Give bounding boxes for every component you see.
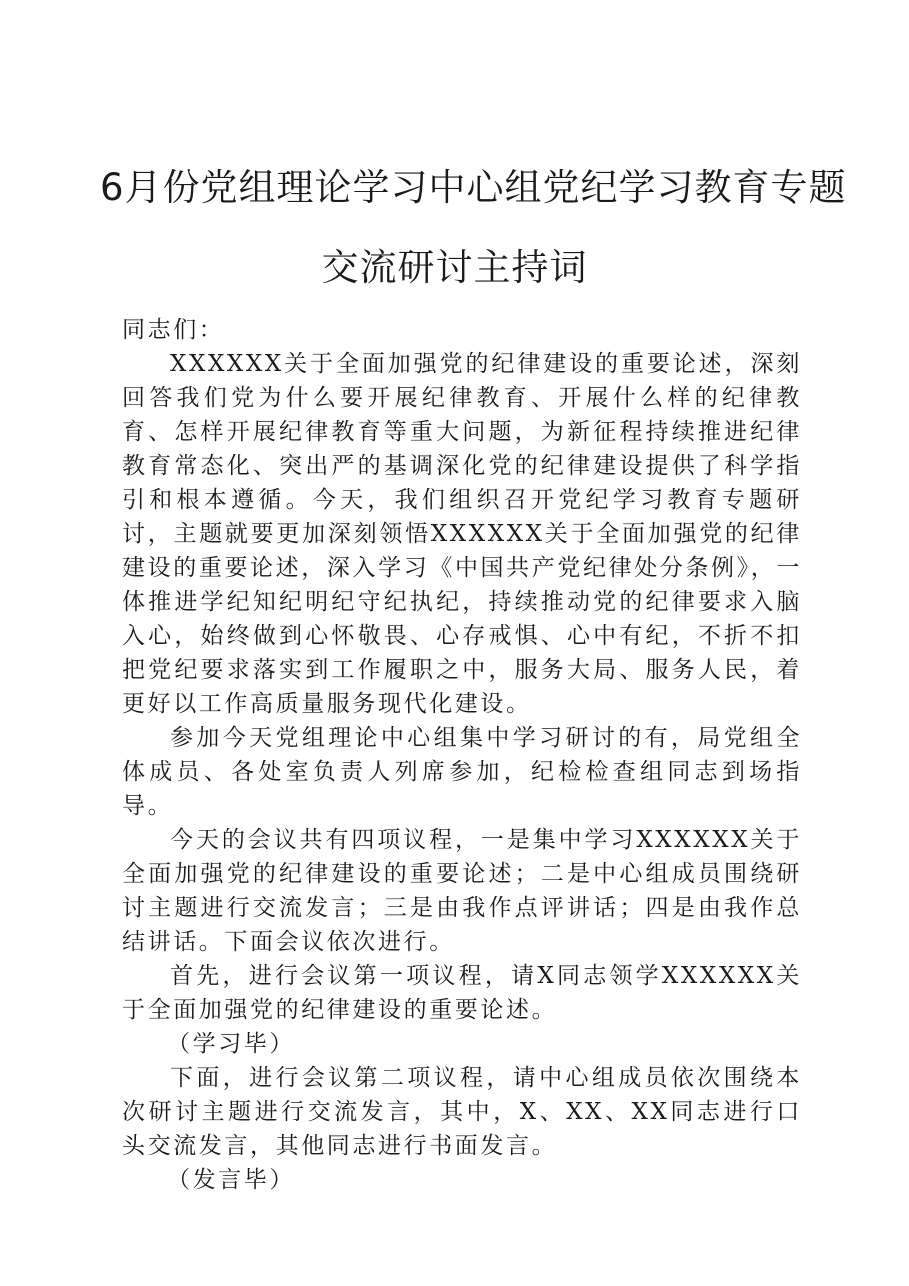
salutation: 同志们： [122,317,225,343]
paragraph-agenda: 今天的会议共有四项议程，一是集中学习XXXXXX关于全面加强党的纪律建设的重要论述；二是中心组成员围绕研讨主题进行交流发言；三是由我作点评讲话；四是由我作总结讲话。下面会议依次进行。 [122,827,802,955]
paragraph-attendees: 参加今天党组理论中心组集中学习研讨的有，局党组全体成员、各处室负责人列席参加，纪检检查组同志到场指导。 [122,725,802,819]
paragraph-first-item: 首先，进行会议第一项议程，请X同志领学XXXXXX关于全面加强党的纪律建设的重要论述。 [122,963,802,1023]
paragraph-second-item: 下面，进行会议第二项议程，请中心组成员依次围绕本次研讨主题进行交流发言，其中，X、XX、XX同志进行口头交流发言，其他同志进行书面发言。 [122,1065,802,1159]
document-body [122,313,802,1197]
note-study-finished: （学习毕） [167,1031,295,1057]
document-title-line-1: 6月份党组理论学习中心组党纪学习教育专题 [100,166,847,209]
note-speech-finished: （发言毕） [167,1167,295,1193]
document-title-line-2: 交流研讨主持词 [321,246,588,289]
paragraph-intro: XXXXXX关于全面加强党的纪律建设的重要论述，深刻回答我们党为什么要开展纪律教育、开展什么样的纪律教育、怎样开展纪律教育等重大问题，为新征程持续推进纪律教育常态化、突出严的基调深化党的纪律建设提供了科学指引和根本遵循。今天，我们组织召开党纪学习教育专题研讨，主题就要更加深刻领悟XXXXXX关于全面加强党的纪律建设的重要论述，深入学习《中国共产党纪律处分条例》，一体推进学纪知纪明纪守纪执纪，持续推动党的纪律要求入脑入心，始终做到心怀敬畏、心存戒惧、心中有纪，不折不扣把党纪要求落实到工作履职之中，服务大局、服务人民，着更好以工作高质量服务现代化建设。 [122,351,802,717]
